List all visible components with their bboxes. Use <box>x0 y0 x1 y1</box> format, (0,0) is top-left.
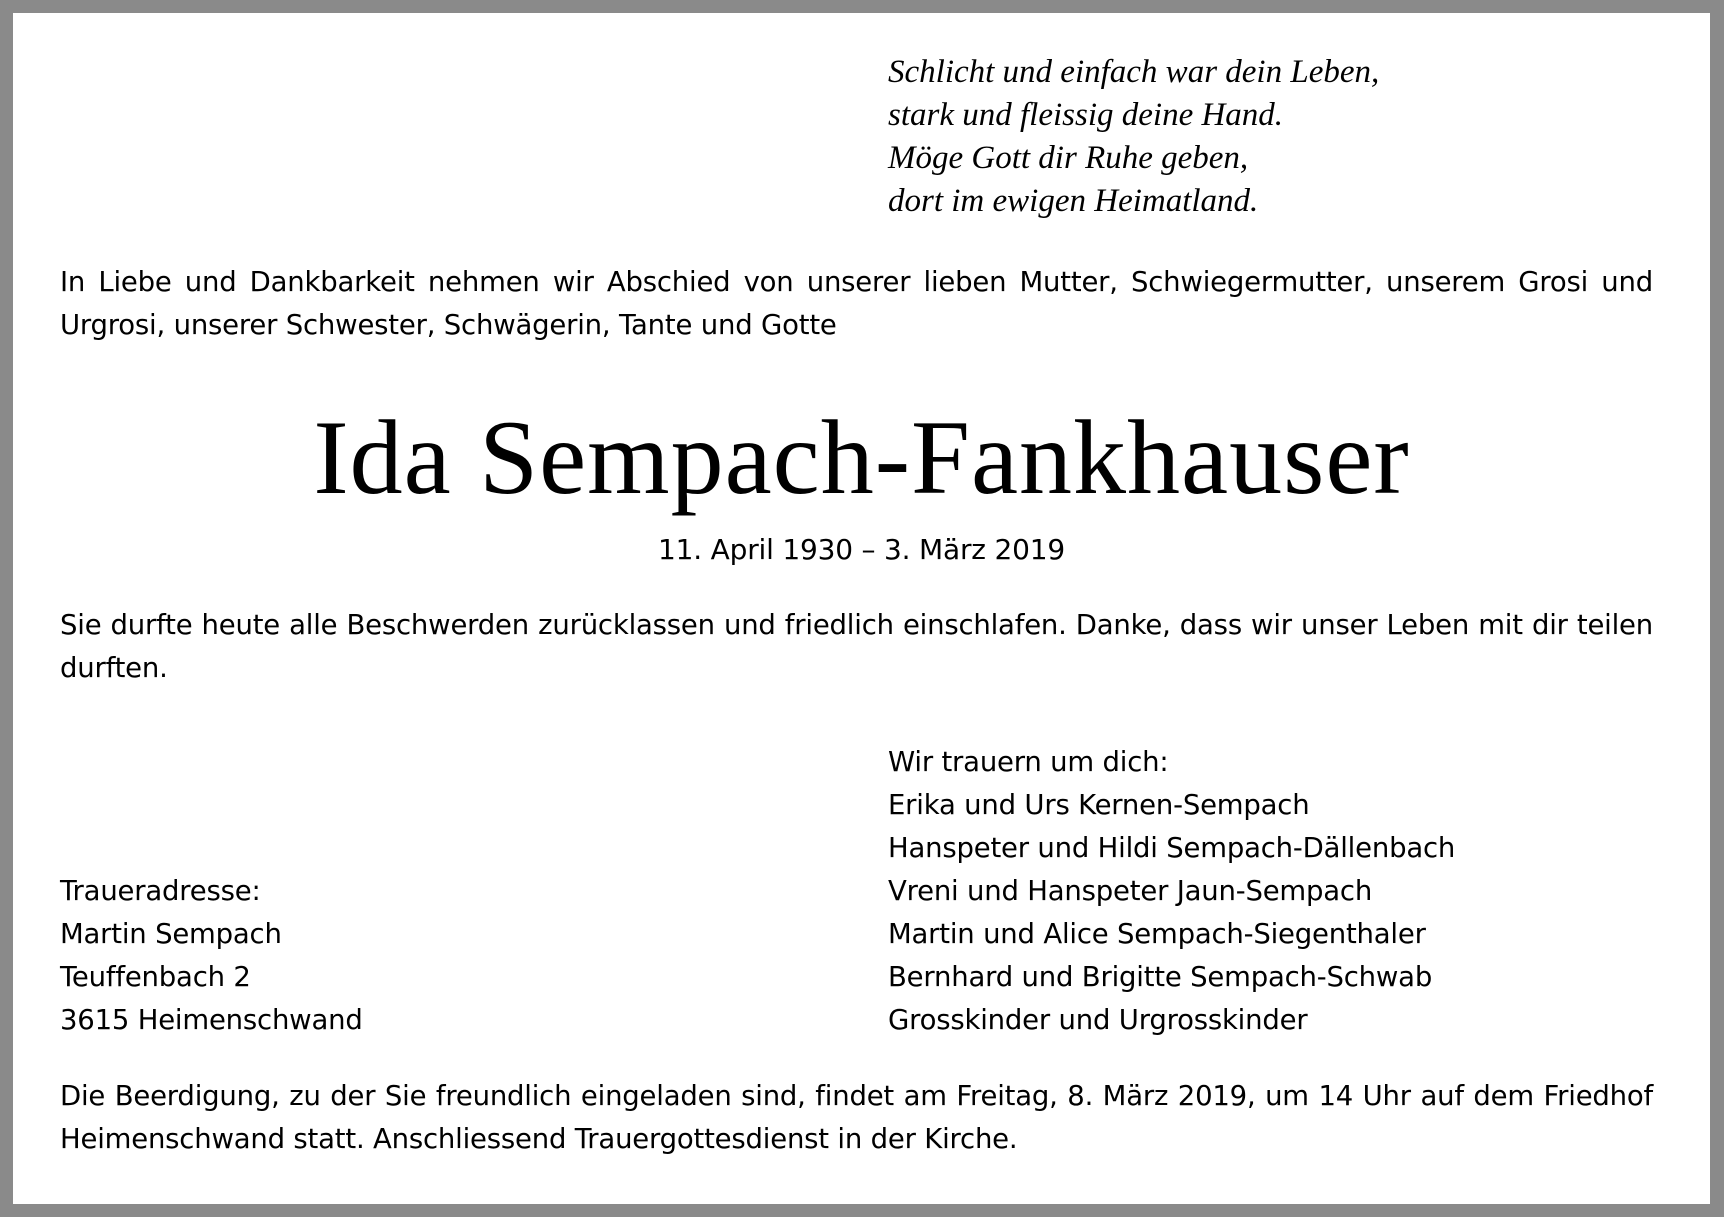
closing-text: Sie durfte heute alle Beschwerden zurücklassen und friedlich einschlafen. Danke, dass wir unser Leben mit dir teilen durften. <box>60 609 1653 684</box>
intro-text: In Liebe und Dankbarkeit nehmen wir Abschied von unserer lieben Mutter, Schwiegermutter, unserem Grosi und Urgrosi, unserer Schwester, Schwägerin, Tante und Gotte <box>60 266 1653 341</box>
poem-line: dort im ewigen Heimatland. <box>888 183 1259 219</box>
address-line: Teuffenbach 2 <box>60 961 251 993</box>
mourners-heading: Wir trauern um dich: <box>888 746 1169 778</box>
poem-line: stark und fleissig deine Hand. <box>888 97 1284 133</box>
mourner-name: Erika und Urs Kernen-Sempach <box>888 789 1310 821</box>
poem-line: Möge Gott dir Ruhe geben, <box>888 140 1249 176</box>
mourner-name: Vreni und Hanspeter Jaun-Sempach <box>888 875 1373 907</box>
obituary-notice <box>13 13 1710 1204</box>
mourners-list <box>888 741 1455 1042</box>
mourner-name: Martin und Alice Sempach-Siegenthaler <box>888 918 1426 950</box>
mourning-address <box>60 870 363 1042</box>
poem-line: Schlicht und einfach war dein Leben, <box>888 54 1380 90</box>
mourner-name: Hanspeter und Hildi Sempach-Dällenbach <box>888 832 1456 864</box>
deceased-name: Ida Sempach-Fankhauser <box>313 399 1410 516</box>
address-heading: Traueradresse: <box>60 875 261 907</box>
mourner-name: Grosskinder und Urgrosskinder <box>888 1004 1308 1036</box>
mourner-name: Bernhard und Brigitte Sempach-Schwab <box>888 961 1433 993</box>
address-line: Martin Sempach <box>60 918 282 950</box>
poem <box>888 51 1379 223</box>
address-line: 3615 Heimenschwand <box>60 1004 363 1036</box>
life-dates: 11. April 1930 – 3. März 2019 <box>658 533 1065 566</box>
funeral-text: Die Beerdigung, zu der Sie freundlich eingeladen sind, findet am Freitag, 8. März 2019, um 14 Uhr auf dem Friedhof Heimenschwand statt. Anschliessend Trauergottesdienst in der Kirche. <box>60 1080 1653 1155</box>
